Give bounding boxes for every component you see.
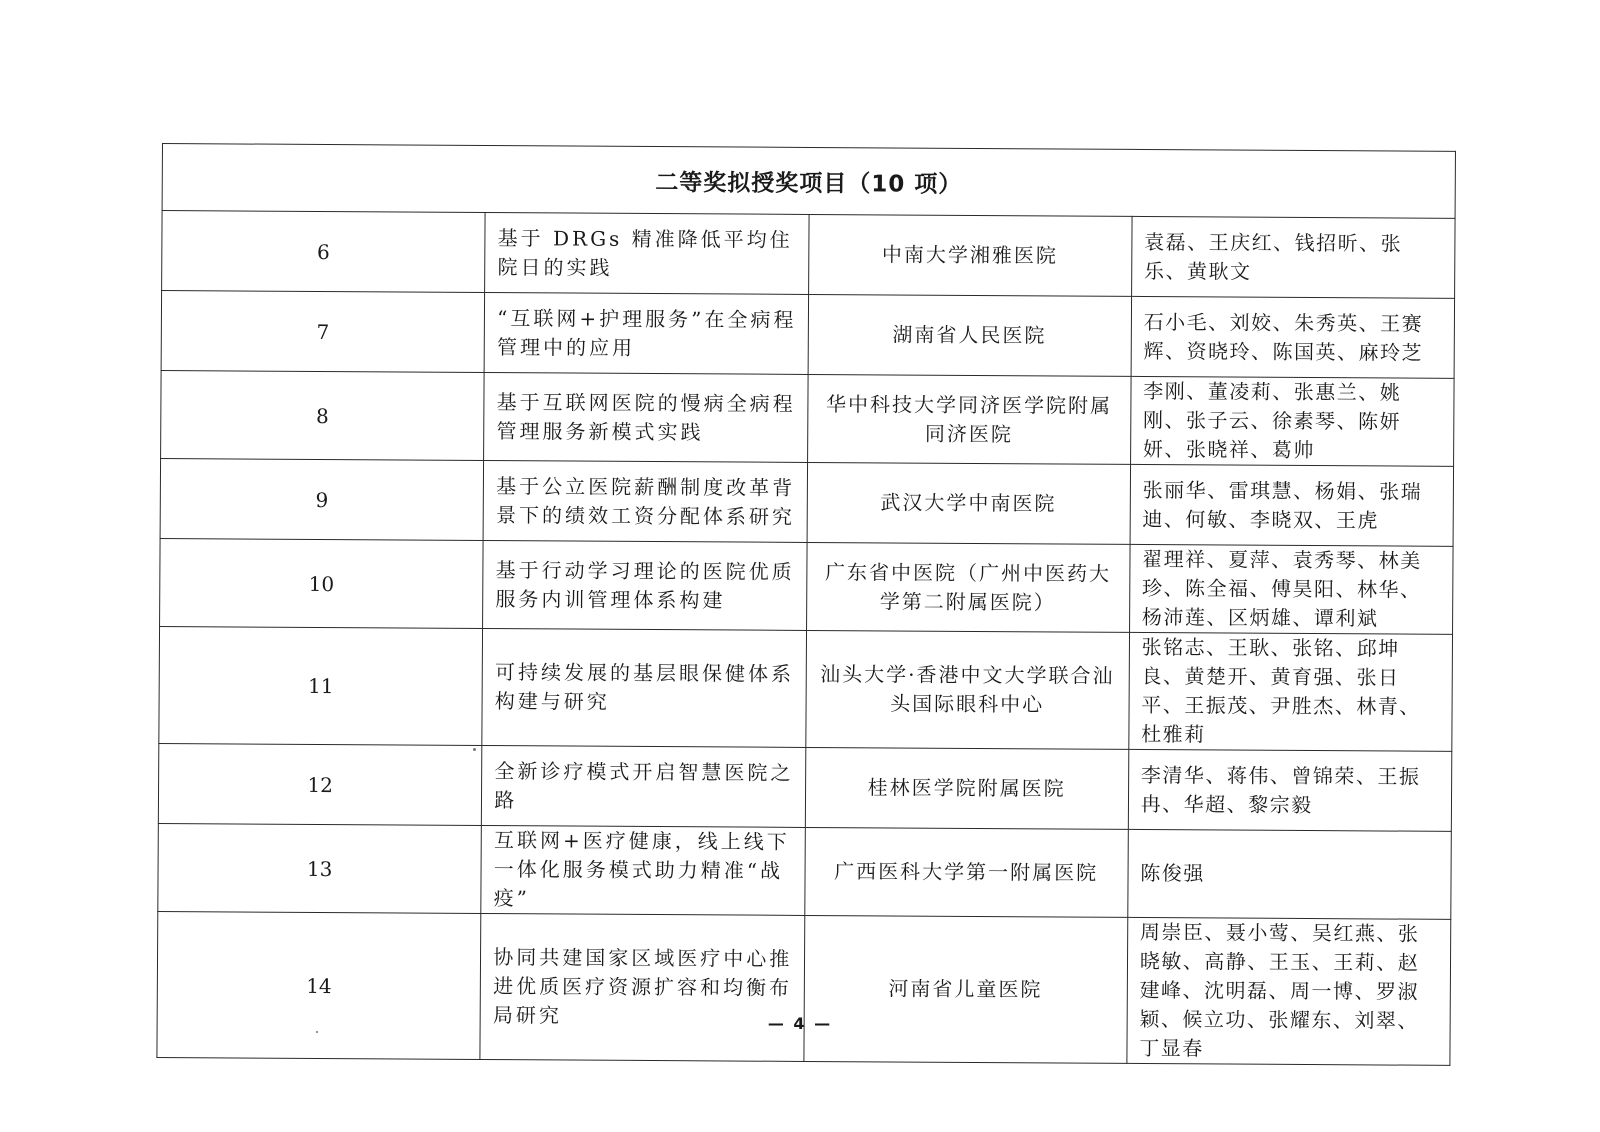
table-row xyxy=(157,911,1451,1065)
row-number: 10 xyxy=(160,538,484,628)
row-number: 11 xyxy=(159,626,483,745)
project-name: 基于 DRGs 精准降低平均住院日的实践 xyxy=(485,212,809,294)
table-row xyxy=(160,538,1454,634)
table-header-row xyxy=(162,144,1455,219)
project-name: 互联网+医疗健康，线上线下一体化服务模式助力精准“战疫” xyxy=(481,825,805,915)
table-row xyxy=(158,823,1452,919)
project-name: “互联网+护理服务”在全病程管理中的应用 xyxy=(484,292,808,374)
unit-name: 武汉大学中南医院 xyxy=(807,462,1131,544)
unit-name: 湖南省人民医院 xyxy=(808,294,1132,376)
unit-name: 中南大学湘雅医院 xyxy=(808,214,1132,296)
row-number: 9 xyxy=(160,458,484,540)
people-list: 袁磊、王庆红、钱招昕、张乐、黄耿文 xyxy=(1131,216,1455,298)
people-list: 张铭志、王耿、张铭、邱坤良、黄楚开、黄育强、张日平、王振茂、尹胜杰、林青、杜雅莉 xyxy=(1129,632,1453,751)
project-name: 协同共建国家区域医疗中心推进优质医疗资源扩容和均衡布局研究 xyxy=(480,913,804,1061)
row-number: 14 xyxy=(157,911,481,1059)
scan-speck xyxy=(473,748,476,751)
table-row xyxy=(161,370,1455,466)
table-row xyxy=(162,211,1455,299)
row-number: 13 xyxy=(158,823,482,913)
table-row xyxy=(159,626,1453,751)
project-name: 基于行动学习理论的医院优质服务内训管理体系构建 xyxy=(483,540,807,630)
table-row xyxy=(161,291,1454,379)
table-row xyxy=(158,743,1451,831)
unit-name: 河南省儿童医院 xyxy=(803,915,1127,1063)
project-name: 可持续发展的基层眼保健体系构建与研究 xyxy=(482,628,806,747)
unit-name: 华中科技大学同济医学院附属同济医院 xyxy=(807,374,1131,464)
unit-name: 桂林医学院附属医院 xyxy=(805,747,1129,829)
table-row xyxy=(160,458,1453,546)
project-name: 基于公立医院薪酬制度改革背景下的绩效工资分配体系研究 xyxy=(483,460,807,542)
section-title: 二等奖拟授奖项目（10 项） xyxy=(162,144,1455,219)
people-list: 李清华、蒋伟、曾锦荣、王振冉、华超、黎宗毅 xyxy=(1128,749,1452,831)
people-list: 李刚、董凌莉、张惠兰、姚刚、张子云、徐素琴、陈妍妍、张晓祥、葛帅 xyxy=(1130,376,1454,466)
unit-name: 广西医科大学第一附属医院 xyxy=(804,827,1128,917)
row-number: 8 xyxy=(161,370,485,460)
unit-name: 广东省中医院（广州中医药大学第二附属医院） xyxy=(806,542,1130,632)
people-list: 张丽华、雷琪慧、杨娟、张瑞迪、何敏、李晓双、王虎 xyxy=(1130,464,1454,546)
row-number: 7 xyxy=(161,291,485,373)
award-table xyxy=(156,143,1456,1066)
people-list: 陈俊强 xyxy=(1128,829,1452,919)
people-list: 周崇臣、聂小莺、吴红燕、张晓敏、高静、王玉、王莉、赵建峰、沈明磊、周一博、罗淑颖、候立功、张耀东、刘翠、丁显春 xyxy=(1127,917,1451,1065)
people-list: 翟理祥、夏萍、袁秀琴、林美珍、陈全福、傅昊阳、林华、杨沛莲、区炳雄、谭利斌 xyxy=(1129,544,1453,634)
unit-name: 汕头大学·香港中文大学联合汕头国际眼科中心 xyxy=(805,630,1129,749)
project-name: 全新诊疗模式开启智慧医院之路 xyxy=(482,745,806,827)
row-number: 6 xyxy=(162,211,486,293)
project-name: 基于互联网医院的慢病全病程管理服务新模式实践 xyxy=(484,372,808,462)
row-number: 12 xyxy=(158,743,482,825)
people-list: 石小毛、刘姣、朱秀英、王赛辉、资晓玲、陈国英、麻玲芝 xyxy=(1131,296,1455,378)
page-number: — 4 — xyxy=(767,1014,833,1033)
